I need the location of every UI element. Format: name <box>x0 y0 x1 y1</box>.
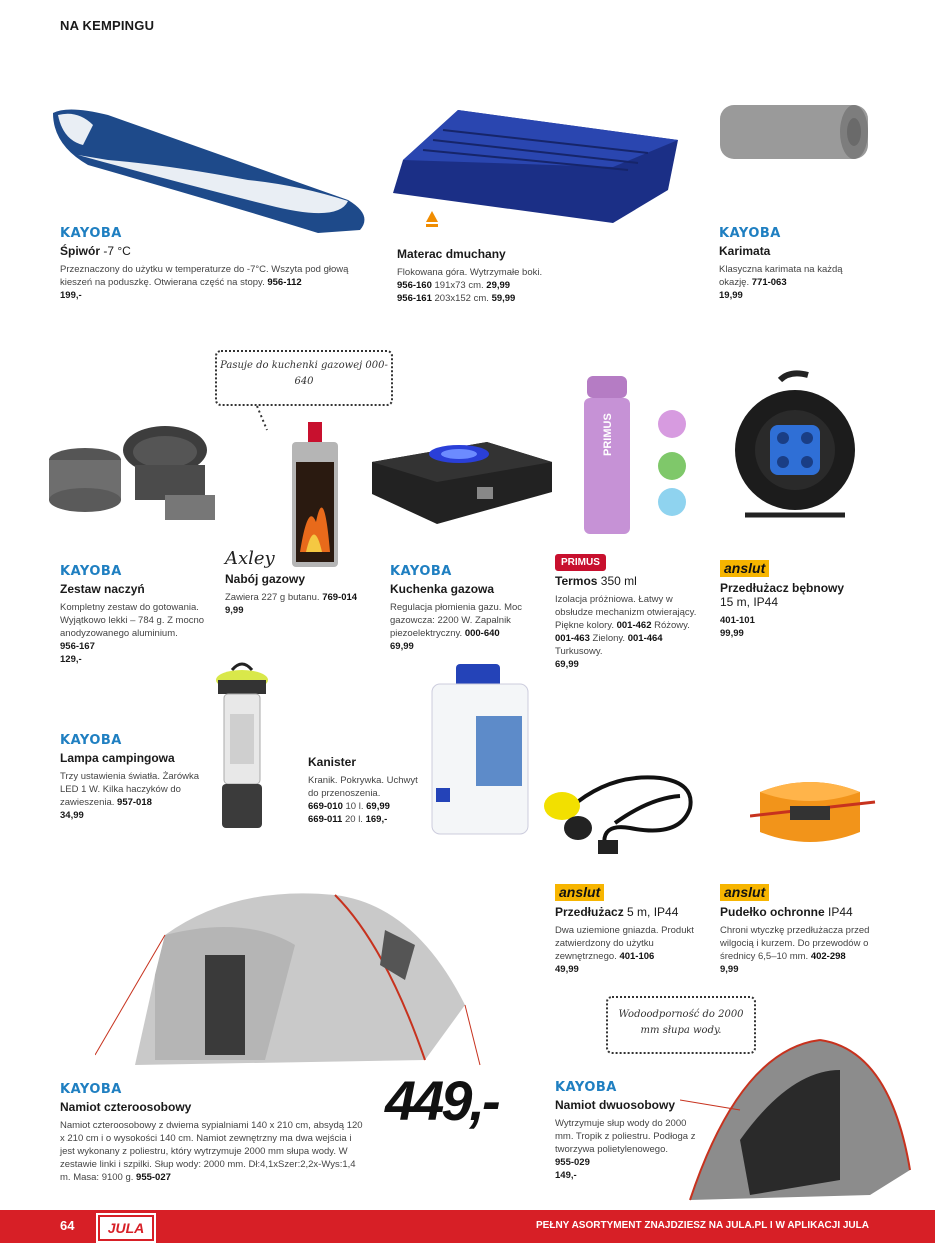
product-price: 9,99 <box>720 964 739 975</box>
product-przedluzacz <box>555 884 700 976</box>
brand-logo: KAYOBA <box>60 226 122 241</box>
product-code: 401-101 <box>720 615 755 626</box>
footer-bar <box>0 1210 935 1243</box>
color-swatch-turquoise <box>658 488 686 516</box>
product-materac <box>397 244 557 305</box>
jula-logo[interactable]: JULA <box>98 1215 154 1241</box>
product-description: Klasyczna karimata na każdą okazję. 771-063 <box>719 264 843 288</box>
color-swatch-pink <box>658 410 686 438</box>
product-price: 99,99 <box>720 628 744 639</box>
product-description: Flokowana góra. Wytrzymałe boki. 956-160 191x73 cm. 29,99 956-161 203x152 cm. 59,99 <box>397 267 543 304</box>
product-spiwor <box>60 226 360 302</box>
svg-text:PRIMUS: PRIMUS <box>602 413 614 456</box>
section-title: NA KEMPINGU <box>60 18 155 33</box>
callout-tent: Wodoodporność do 2000 mm słupa wody. <box>606 996 756 1054</box>
product-karimata <box>719 226 859 302</box>
product-name: Przedłużacz 5 m, IP44 <box>555 905 679 919</box>
protective-box-image <box>750 772 880 862</box>
brand-logo: anslut <box>720 884 769 901</box>
air-mattress-image <box>388 105 688 225</box>
product-name: Kanister <box>308 755 357 769</box>
product-name: Materac dmuchany <box>397 247 506 261</box>
water-canister-image <box>428 664 533 836</box>
product-description: Namiot czteroosobowy z dwiema sypialniami 140 x 210 cm, absydą 120 x 210 cm i o wysokości 140 cm. Namiot zewnętrzny ma dwa wejścia i jest wykonany z poliestru, który wytrzymuje 2000 mm słupa wody. W zestawie linki i szpilki. Słup wody: 2000 mm. Dł:4,1xSzer:2,2x-Wys:1,4 m. Masa: 9100 g. 955-027 <box>60 1120 363 1183</box>
product-description: Trzy ustawienia światła. Żarówka LED 1 W. Kilka haczyków do zawieszenia. 957-018 <box>60 771 200 808</box>
brand-logo: KAYOBA <box>60 733 122 748</box>
tent-two-person-image <box>680 1030 920 1205</box>
product-price: 149,- <box>555 1170 577 1181</box>
product-description: Przeznaczony do użytku w temperaturze do -7°C. Wszyta pod głową kieszeń na poduszkę. Otwierana część na stopy. 956-112 <box>60 264 349 288</box>
gas-stove-image <box>367 432 555 528</box>
sleeping-bag-image <box>48 105 370 235</box>
product-name: Termos 350 ml <box>555 574 637 588</box>
page-number: 64 <box>60 1218 75 1233</box>
thermos-image <box>579 376 634 536</box>
product-name: Przedłużacz bębnowy <box>720 581 845 595</box>
product-namiot2 <box>555 1080 705 1182</box>
product-name: Namiot czteroosobowy <box>60 1100 192 1114</box>
brand-icon <box>424 210 440 230</box>
product-kanister <box>308 752 423 826</box>
product-name: Karimata <box>719 244 771 258</box>
product-description: Regulacja płomienia gazu. Moc gazowcza: 2200 W. Zapalnik piezoelektryczny. 000-640 <box>390 602 523 639</box>
product-termos <box>555 552 710 671</box>
product-description: Izolacja próżniowa. Łatwy w obsłudze mechanizm otwierający. Piękne kolory. 001-462 Różowy. 001-463 Zielony. 001-464 Turkusowy. <box>555 594 697 657</box>
product-price: 34,99 <box>60 810 84 821</box>
product-pudelko <box>720 884 870 976</box>
product-code: 955-029 <box>555 1157 590 1168</box>
brand-logo: KAYOBA <box>719 226 781 241</box>
callout-gas: Pasuje do kuchenki gazowej 000-640 <box>215 350 393 406</box>
footer-text: PEŁNY ASORTYMENT ZNAJDZIESZ NA JULA.PL I W APLIKACJI JULA <box>536 1220 869 1231</box>
product-code: 956-167 <box>60 641 95 652</box>
product-name: Zestaw naczyń <box>60 582 145 596</box>
product-kuchenka <box>390 564 535 653</box>
price-namiot4: 449,- <box>385 1069 498 1132</box>
product-name: Pudełko ochronne IP44 <box>720 905 853 919</box>
product-name: Namiot dwuosobowy <box>555 1098 675 1112</box>
product-przedluzacz-bebnowy <box>720 560 870 640</box>
product-price: 69,99 <box>390 641 414 652</box>
cookware-image <box>45 420 220 525</box>
product-lampa <box>60 733 210 822</box>
product-price: 69,99 <box>555 659 579 670</box>
product-name: Lampa campingowa <box>60 751 175 765</box>
product-price: 19,99 <box>719 290 743 301</box>
product-name: Kuchenka gazowa <box>390 582 495 596</box>
sleeping-mat-image <box>718 103 878 163</box>
product-name: Nabój gazowy <box>225 572 306 586</box>
product-naboj <box>225 548 375 617</box>
product-description: Kompletny zestaw do gotowania. Wyjątkowo lekki – 784 g. Z mocno anodyzowanego aluminium. <box>60 602 205 639</box>
brand-logo: KAYOBA <box>390 564 452 579</box>
brand-logo: anslut <box>720 560 769 577</box>
product-price: 9,99 <box>225 605 244 616</box>
color-swatch-green <box>658 452 686 480</box>
callout-tail <box>255 404 275 434</box>
brand-logo: anslut <box>555 884 604 901</box>
product-spec: 15 m, IP44 <box>720 595 779 609</box>
product-price: 199,- <box>60 290 82 301</box>
tent-four-person-image <box>95 885 485 1075</box>
brand-logo: KAYOBA <box>555 1080 617 1095</box>
brand-logo: Axley <box>225 548 275 569</box>
product-name: Śpiwór -7 °C <box>60 244 131 258</box>
cable-reel-image <box>730 370 870 520</box>
product-description: Dwa uziemione gniazda. Produkt zatwierdzony do użytku zewnętrznego. 401-106 <box>555 925 694 962</box>
lantern-image <box>212 658 272 838</box>
product-price: 49,99 <box>555 964 579 975</box>
brand-logo: KAYOBA <box>60 564 122 579</box>
product-zestaw <box>60 564 210 666</box>
product-description: Zawiera 227 g butanu. 769-014 <box>225 592 358 603</box>
brand-logo: PRIMUS <box>555 554 606 571</box>
product-description: Chroni wtyczkę przedłużacza przed wilgocią i kurzem. Do przewodów o średnicy 6,5–10 mm. 402-298 <box>720 925 870 962</box>
product-price: 129,- <box>60 654 82 665</box>
product-description: Wytrzymuje słup wody do 2000 mm. Tropik z poliestru. Podłoga z tworzywa polietylenowego. <box>555 1118 696 1155</box>
brand-logo: KAYOBA <box>60 1082 122 1097</box>
product-description: Kranik. Pokrywka. Uchwyt do przenoszenia. 669-010 10 l. 69,99 669-011 20 l. 169,- <box>308 775 418 825</box>
extension-cord-image <box>540 768 700 858</box>
product-namiot4 <box>60 1082 365 1184</box>
